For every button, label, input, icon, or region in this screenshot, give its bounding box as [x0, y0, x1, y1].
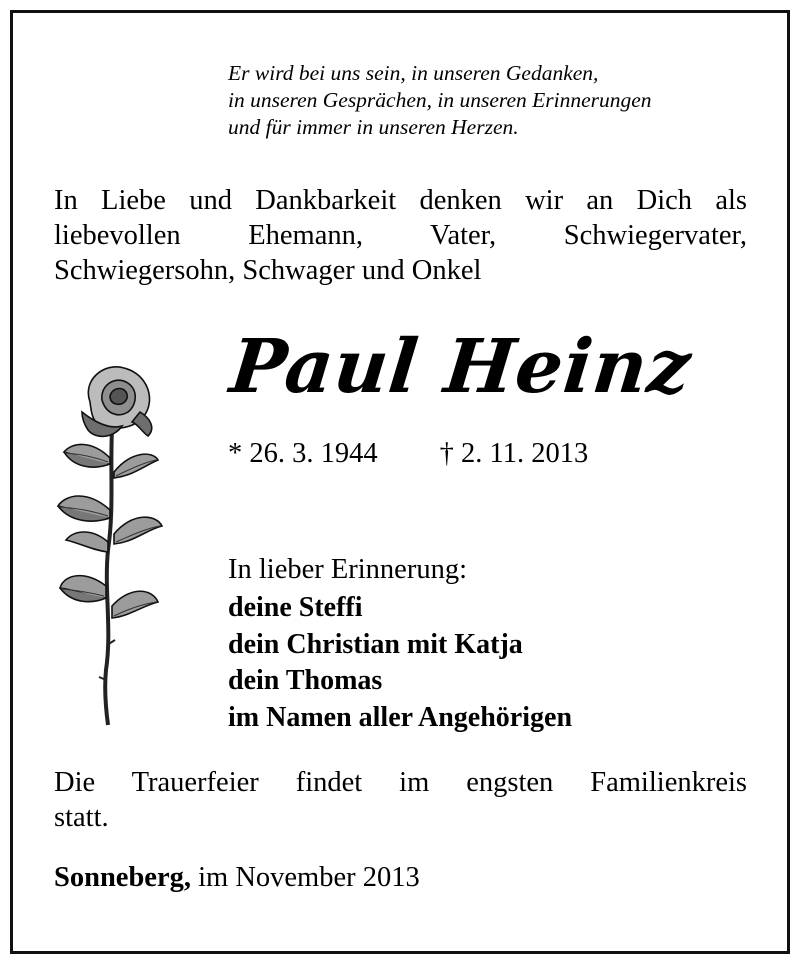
signer: deine Steffi	[228, 592, 363, 623]
intro-text	[54, 183, 747, 288]
deceased-name: Paul Heinz	[226, 324, 696, 410]
rose-icon	[52, 360, 167, 730]
memory-label: In lieber Erinnerung:	[228, 554, 467, 585]
ceremony-line: statt.	[54, 802, 109, 833]
signer: dein Christian mit Katja	[228, 628, 523, 660]
motto-quote	[228, 60, 768, 141]
ceremony-notice	[54, 765, 747, 835]
intro-line: In Liebe und Dankbarkeit denken wir an Dich als	[54, 185, 747, 216]
place-date-line	[54, 860, 420, 896]
ceremony-line: Die Trauerfeier findet im engsten Familienkreis	[54, 767, 747, 798]
intro-line: liebevollen Ehemann, Vater, Schwiegervater,	[54, 220, 747, 251]
place: Sonneberg,	[54, 862, 191, 893]
signer: dein Thomas	[228, 665, 383, 696]
closing-date: im November 2013	[198, 862, 420, 893]
motto-line: und für immer in unseren Herzen.	[228, 115, 519, 139]
signers-list	[228, 590, 572, 736]
motto-line: Er wird bei uns sein, in unseren Gedanken,	[228, 61, 599, 85]
intro-line: Schwiegersohn, Schwager und Onkel	[54, 255, 482, 286]
signer: im Namen aller Angehörigen	[228, 701, 573, 733]
birth-date: * 26. 3. 1944	[228, 438, 378, 469]
death-date: † 2. 11. 2013	[439, 438, 589, 469]
life-dates	[228, 436, 588, 472]
motto-line: in unseren Gesprächen, in unseren Erinnerungen	[228, 88, 652, 112]
